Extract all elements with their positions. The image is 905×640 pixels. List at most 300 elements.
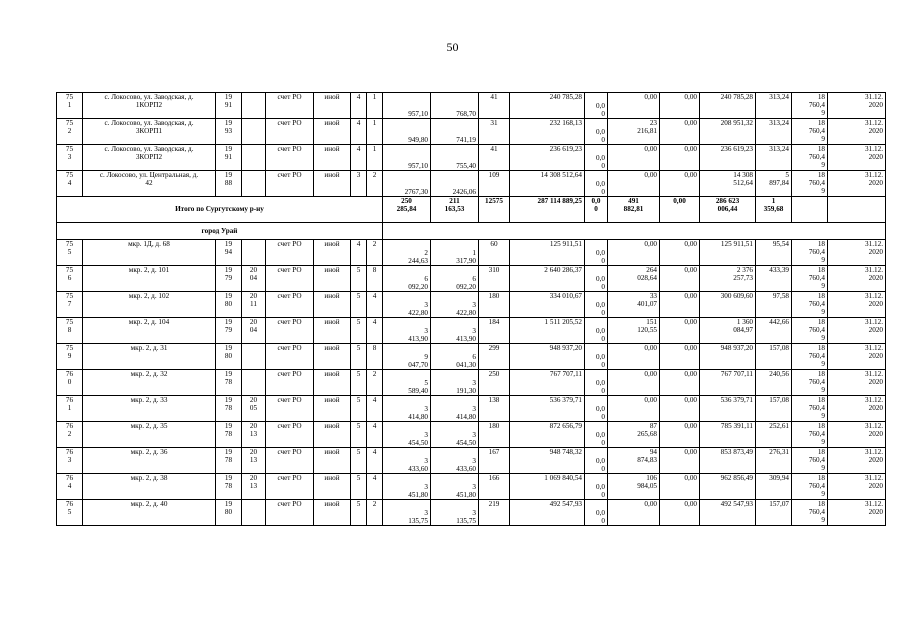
section-row: [57, 223, 886, 240]
cell-f1: 0,0 0: [585, 292, 608, 318]
cell-year: 19 91: [216, 93, 242, 119]
cell-addr: мкр. 2, д. 102: [83, 292, 216, 318]
cell-repair: 20 13: [242, 422, 266, 448]
cell-ent: 2: [367, 240, 383, 266]
cell-f1: 0,0 0: [585, 119, 608, 145]
cell-addr: мкр. 2, д. 32: [83, 370, 216, 396]
cell-f4: 208 951,32: [700, 119, 756, 145]
cell-area1: 3 451,80: [383, 474, 431, 500]
cell-addr: мкр. 2, д. 101: [83, 266, 216, 292]
cell-repair: 20 04: [242, 266, 266, 292]
cell-repair: [242, 500, 266, 526]
cell-date: 31.12. 2020: [828, 292, 886, 318]
cell-date: 31.12. 2020: [828, 93, 886, 119]
total-f1: 0,0 0: [585, 197, 608, 223]
cell-f5: 157,08: [756, 344, 792, 370]
cell-f2: 264 028,64: [608, 266, 660, 292]
cell-num: 75 2: [57, 119, 83, 145]
cell-f1: 0,0 0: [585, 344, 608, 370]
cell-f5: 95,54: [756, 240, 792, 266]
cell-f6: 18 760,4 9: [792, 370, 828, 396]
cell-f1: 0,0 0: [585, 93, 608, 119]
cell-date: 31.12. 2020: [828, 119, 886, 145]
cell-f4: 785 391,11: [700, 422, 756, 448]
cell-year: 19 80: [216, 292, 242, 318]
table-row: [57, 396, 886, 422]
cell-f2: 0,00: [608, 240, 660, 266]
cell-f6: 18 760,4 9: [792, 240, 828, 266]
total-f4: 286 623 006,44: [700, 197, 756, 223]
cell-area2: 3 451,80: [431, 474, 479, 500]
cell-repair: 20 13: [242, 448, 266, 474]
cell-floors: 5: [351, 266, 367, 292]
cell-f5: 252,61: [756, 422, 792, 448]
cell-year: 19 91: [216, 145, 242, 171]
table-row: [57, 145, 886, 171]
cell-date: 31.12. 2020: [828, 318, 886, 344]
cell-people: 184: [479, 318, 510, 344]
cell-area1: 3 433,60: [383, 448, 431, 474]
cell-f2: 23 216,81: [608, 119, 660, 145]
cell-acct: счет РО: [266, 448, 314, 474]
cell-f2: 106 984,05: [608, 474, 660, 500]
cell-ent: 4: [367, 448, 383, 474]
cell-floors: 4: [351, 240, 367, 266]
cell-f3: 0,00: [660, 370, 700, 396]
total-area1: 250 285,84: [383, 197, 431, 223]
cell-addr: мкр. 2, д. 35: [83, 422, 216, 448]
cell-f5: 276,31: [756, 448, 792, 474]
cell-repair: [242, 145, 266, 171]
cell-acct: счет РО: [266, 292, 314, 318]
cell-kind: иной: [314, 474, 351, 500]
cell-repair: 20 13: [242, 474, 266, 500]
cell-people: 180: [479, 422, 510, 448]
cell-area1: 3 454,50: [383, 422, 431, 448]
cell-ent: 4: [367, 318, 383, 344]
cell-num: 75 8: [57, 318, 83, 344]
cell-f1: 0,0 0: [585, 500, 608, 526]
cell-total: 872 656,79: [510, 422, 585, 448]
section-empty: [383, 223, 886, 240]
cell-total: 14 308 512,64: [510, 171, 585, 197]
cell-num: 75 3: [57, 145, 83, 171]
cell-f4: 962 856,49: [700, 474, 756, 500]
cell-kind: иной: [314, 145, 351, 171]
cell-f5: 157,08: [756, 396, 792, 422]
cell-f5: 97,58: [756, 292, 792, 318]
cell-f3: 0,00: [660, 318, 700, 344]
cell-acct: счет РО: [266, 422, 314, 448]
cell-ent: 4: [367, 292, 383, 318]
cell-num: 75 9: [57, 344, 83, 370]
cell-acct: счет РО: [266, 396, 314, 422]
cell-repair: [242, 370, 266, 396]
cell-f2: 0,00: [608, 344, 660, 370]
cell-year: 19 78: [216, 396, 242, 422]
cell-f1: 0,0 0: [585, 266, 608, 292]
cell-f6: 18 760,4 9: [792, 396, 828, 422]
total-label: Итого по Сургутскому р-ну: [57, 197, 383, 223]
cell-repair: 20 04: [242, 318, 266, 344]
cell-f3: 0,00: [660, 119, 700, 145]
cell-area2: 3 413,90: [431, 318, 479, 344]
cell-area2: 3 422,80: [431, 292, 479, 318]
cell-area1: 6 092,20: [383, 266, 431, 292]
cell-year: 19 93: [216, 119, 242, 145]
cell-date: 31.12. 2020: [828, 448, 886, 474]
cell-area1: 949,80: [383, 119, 431, 145]
cell-addr: мкр. 2, д. 33: [83, 396, 216, 422]
cell-date: 31.12. 2020: [828, 500, 886, 526]
cell-f5: 433,39: [756, 266, 792, 292]
cell-ent: 1: [367, 93, 383, 119]
table-row: [57, 93, 886, 119]
cell-year: 19 88: [216, 171, 242, 197]
cell-people: 31: [479, 119, 510, 145]
cell-repair: 20 11: [242, 292, 266, 318]
cell-area2: 6 041,30: [431, 344, 479, 370]
cell-people: 180: [479, 292, 510, 318]
table-row: [57, 474, 886, 500]
cell-total: 1 511 205,52: [510, 318, 585, 344]
cell-f4: 14 308 512,64: [700, 171, 756, 197]
cell-addr: мкр. 2, д. 40: [83, 500, 216, 526]
cell-floors: 5: [351, 292, 367, 318]
cell-kind: иной: [314, 318, 351, 344]
cell-date: 31.12. 2020: [828, 171, 886, 197]
cell-f1: 0,0 0: [585, 240, 608, 266]
cell-f3: 0,00: [660, 500, 700, 526]
cell-f2: 0,00: [608, 370, 660, 396]
cell-floors: 4: [351, 119, 367, 145]
cell-f5: 309,94: [756, 474, 792, 500]
cell-f3: 0,00: [660, 422, 700, 448]
cell-area1: 957,10: [383, 145, 431, 171]
cell-kind: иной: [314, 370, 351, 396]
cell-num: 76 5: [57, 500, 83, 526]
cell-year: 19 78: [216, 422, 242, 448]
cell-repair: [242, 119, 266, 145]
page-number: 50: [446, 40, 459, 54]
cell-num: 76 4: [57, 474, 83, 500]
cell-total: 240 785,28: [510, 93, 585, 119]
cell-area2: 2426,06: [431, 171, 479, 197]
cell-area1: 3 414,80: [383, 396, 431, 422]
table-row: [57, 422, 886, 448]
table-row: [57, 370, 886, 396]
cell-addr: мкр. 2, д. 38: [83, 474, 216, 500]
cell-area2: 755,40: [431, 145, 479, 171]
cell-date: 31.12. 2020: [828, 396, 886, 422]
total-people: 12575: [479, 197, 510, 223]
cell-total: 236 619,23: [510, 145, 585, 171]
cell-kind: иной: [314, 93, 351, 119]
cell-f3: 0,00: [660, 171, 700, 197]
cell-f5: 240,56: [756, 370, 792, 396]
cell-f4: 948 937,20: [700, 344, 756, 370]
cell-ent: 4: [367, 422, 383, 448]
cell-area1: 957,10: [383, 93, 431, 119]
total-area2: 211 163,53: [431, 197, 479, 223]
cell-area2: 741,19: [431, 119, 479, 145]
cell-floors: 5: [351, 396, 367, 422]
cell-f6: 18 760,4 9: [792, 448, 828, 474]
cell-ent: 1: [367, 145, 383, 171]
cell-f6: 18 760,4 9: [792, 344, 828, 370]
cell-area1: 3 135,75: [383, 500, 431, 526]
cell-addr: мкр. 2, д. 36: [83, 448, 216, 474]
cell-kind: иной: [314, 119, 351, 145]
cell-ent: 4: [367, 474, 383, 500]
cell-f3: 0,00: [660, 145, 700, 171]
cell-f5: 442,66: [756, 318, 792, 344]
cell-area2: 6 092,20: [431, 266, 479, 292]
cell-total: 125 911,51: [510, 240, 585, 266]
cell-total: 2 640 286,37: [510, 266, 585, 292]
table-row: [57, 171, 886, 197]
cell-f2: 0,00: [608, 93, 660, 119]
cell-acct: счет РО: [266, 93, 314, 119]
cell-date: 31.12. 2020: [828, 145, 886, 171]
cell-year: 19 78: [216, 474, 242, 500]
cell-f1: 0,0 0: [585, 396, 608, 422]
cell-f2: 0,00: [608, 145, 660, 171]
cell-area2: 3 454,50: [431, 422, 479, 448]
cell-kind: иной: [314, 344, 351, 370]
cell-addr: с. Локосово, ул. Заводская, д. 1КОРП2: [83, 93, 216, 119]
total-empty-1: [792, 197, 828, 223]
cell-acct: счет РО: [266, 500, 314, 526]
cell-people: 167: [479, 448, 510, 474]
cell-acct: счет РО: [266, 370, 314, 396]
cell-year: 19 80: [216, 344, 242, 370]
cell-num: 75 7: [57, 292, 83, 318]
cell-date: 31.12. 2020: [828, 474, 886, 500]
cell-date: 31.12. 2020: [828, 266, 886, 292]
cell-ent: 2: [367, 370, 383, 396]
cell-total: 334 010,67: [510, 292, 585, 318]
cell-f6: 18 760,4 9: [792, 422, 828, 448]
cell-total: 948 937,20: [510, 344, 585, 370]
cell-f4: 236 619,23: [700, 145, 756, 171]
cell-f2: 87 265,68: [608, 422, 660, 448]
cell-ent: 1: [367, 119, 383, 145]
cell-kind: иной: [314, 396, 351, 422]
total-f2: 491 882,81: [608, 197, 660, 223]
cell-people: 219: [479, 500, 510, 526]
table-row: [57, 119, 886, 145]
cell-people: 166: [479, 474, 510, 500]
cell-total: 948 748,32: [510, 448, 585, 474]
cell-num: 75 5: [57, 240, 83, 266]
cell-f1: 0,0 0: [585, 318, 608, 344]
cell-floors: 4: [351, 145, 367, 171]
cell-floors: 5: [351, 474, 367, 500]
cell-kind: иной: [314, 292, 351, 318]
cell-f1: 0,0 0: [585, 474, 608, 500]
cell-area1: 3 413,90: [383, 318, 431, 344]
cell-acct: счет РО: [266, 344, 314, 370]
cell-f6: 18 760,4 9: [792, 500, 828, 526]
cell-total: 1 069 840,54: [510, 474, 585, 500]
cell-floors: 3: [351, 171, 367, 197]
registry-table: [56, 92, 886, 526]
cell-people: 310: [479, 266, 510, 292]
cell-num: 75 4: [57, 171, 83, 197]
cell-area2: 1 317,90: [431, 240, 479, 266]
table-row: [57, 240, 886, 266]
cell-people: 250: [479, 370, 510, 396]
cell-addr: мкр. 1Д, д. 68: [83, 240, 216, 266]
cell-f3: 0,00: [660, 292, 700, 318]
cell-people: 138: [479, 396, 510, 422]
cell-repair: [242, 171, 266, 197]
cell-date: 31.12. 2020: [828, 370, 886, 396]
cell-kind: иной: [314, 171, 351, 197]
cell-date: 31.12. 2020: [828, 344, 886, 370]
cell-area2: 3 414,80: [431, 396, 479, 422]
cell-ent: 8: [367, 344, 383, 370]
cell-floors: 5: [351, 318, 367, 344]
cell-year: 19 94: [216, 240, 242, 266]
cell-f1: 0,0 0: [585, 448, 608, 474]
cell-f4: 2 376 257,73: [700, 266, 756, 292]
cell-area2: 3 135,75: [431, 500, 479, 526]
cell-kind: иной: [314, 448, 351, 474]
cell-f2: 0,00: [608, 396, 660, 422]
cell-acct: счет РО: [266, 171, 314, 197]
cell-f1: 0,0 0: [585, 145, 608, 171]
cell-f4: 492 547,93: [700, 500, 756, 526]
cell-acct: счет РО: [266, 145, 314, 171]
cell-area1: 9 047,70: [383, 344, 431, 370]
cell-addr: с. Локосово, ул. Центральная, д. 42: [83, 171, 216, 197]
cell-ent: 2: [367, 171, 383, 197]
table-row: [57, 344, 886, 370]
table-row: [57, 266, 886, 292]
cell-acct: счет РО: [266, 474, 314, 500]
cell-ent: 4: [367, 396, 383, 422]
cell-year: 19 78: [216, 370, 242, 396]
cell-f6: 18 760,4 9: [792, 474, 828, 500]
total-f5: 1 359,68: [756, 197, 792, 223]
cell-f6: 18 760,4 9: [792, 318, 828, 344]
cell-ent: 2: [367, 500, 383, 526]
cell-f5: 313,24: [756, 119, 792, 145]
cell-ent: 8: [367, 266, 383, 292]
cell-f2: 94 874,83: [608, 448, 660, 474]
cell-area1: 5 589,40: [383, 370, 431, 396]
cell-total: 492 547,93: [510, 500, 585, 526]
cell-f4: 125 911,51: [700, 240, 756, 266]
cell-num: 75 6: [57, 266, 83, 292]
cell-people: 41: [479, 93, 510, 119]
cell-f6: 18 760,4 9: [792, 119, 828, 145]
cell-f2: 151 120,55: [608, 318, 660, 344]
cell-kind: иной: [314, 266, 351, 292]
cell-f6: 18 760,4 9: [792, 292, 828, 318]
cell-f1: 0,0 0: [585, 171, 608, 197]
cell-addr: мкр. 2, д. 104: [83, 318, 216, 344]
cell-floors: 5: [351, 370, 367, 396]
cell-area2: 768,70: [431, 93, 479, 119]
cell-addr: с. Локосово, ул. Заводская, д. 3КОРП2: [83, 145, 216, 171]
cell-f1: 0,0 0: [585, 422, 608, 448]
cell-f2: 0,00: [608, 171, 660, 197]
cell-acct: счет РО: [266, 240, 314, 266]
cell-f5: 313,24: [756, 93, 792, 119]
cell-f2: 0,00: [608, 500, 660, 526]
cell-date: 31.12. 2020: [828, 422, 886, 448]
cell-f4: 1 360 084,97: [700, 318, 756, 344]
section-title: город Урай: [57, 223, 383, 240]
cell-total: 232 168,13: [510, 119, 585, 145]
cell-total: 536 379,71: [510, 396, 585, 422]
cell-people: 109: [479, 171, 510, 197]
table-row: [57, 292, 886, 318]
cell-floors: 5: [351, 344, 367, 370]
cell-area2: 3 191,30: [431, 370, 479, 396]
cell-kind: иной: [314, 240, 351, 266]
cell-addr: мкр. 2, д. 31: [83, 344, 216, 370]
cell-num: 76 3: [57, 448, 83, 474]
cell-f4: 536 379,71: [700, 396, 756, 422]
cell-f3: 0,00: [660, 396, 700, 422]
cell-acct: счет РО: [266, 266, 314, 292]
cell-date: 31.12. 2020: [828, 240, 886, 266]
cell-f4: 300 609,60: [700, 292, 756, 318]
table-row: [57, 318, 886, 344]
cell-area1: 2 244,63: [383, 240, 431, 266]
cell-f5: 5 897,84: [756, 171, 792, 197]
cell-f6: 18 760,4 9: [792, 93, 828, 119]
cell-f6: 18 760,4 9: [792, 171, 828, 197]
cell-repair: [242, 240, 266, 266]
cell-area1: 3 422,80: [383, 292, 431, 318]
cell-num: 76 0: [57, 370, 83, 396]
total-f3: 0,00: [660, 197, 700, 223]
cell-area2: 3 433,60: [431, 448, 479, 474]
cell-f3: 0,00: [660, 240, 700, 266]
cell-people: 299: [479, 344, 510, 370]
cell-num: 76 2: [57, 422, 83, 448]
cell-year: 19 78: [216, 448, 242, 474]
cell-floors: 5: [351, 500, 367, 526]
cell-f4: 767 707,11: [700, 370, 756, 396]
cell-floors: 5: [351, 448, 367, 474]
total-empty-2: [828, 197, 886, 223]
cell-repair: [242, 93, 266, 119]
cell-acct: счет РО: [266, 119, 314, 145]
cell-people: 60: [479, 240, 510, 266]
table-row: [57, 448, 886, 474]
table-row: [57, 500, 886, 526]
cell-f5: 157,07: [756, 500, 792, 526]
cell-floors: 5: [351, 422, 367, 448]
cell-f2: 33 401,07: [608, 292, 660, 318]
cell-floors: 4: [351, 93, 367, 119]
cell-acct: счет РО: [266, 318, 314, 344]
cell-year: 19 80: [216, 500, 242, 526]
cell-year: 19 79: [216, 266, 242, 292]
cell-num: 76 1: [57, 396, 83, 422]
cell-kind: иной: [314, 422, 351, 448]
cell-f3: 0,00: [660, 344, 700, 370]
cell-f6: 18 760,4 9: [792, 266, 828, 292]
cell-people: 41: [479, 145, 510, 171]
cell-total: 767 707,11: [510, 370, 585, 396]
